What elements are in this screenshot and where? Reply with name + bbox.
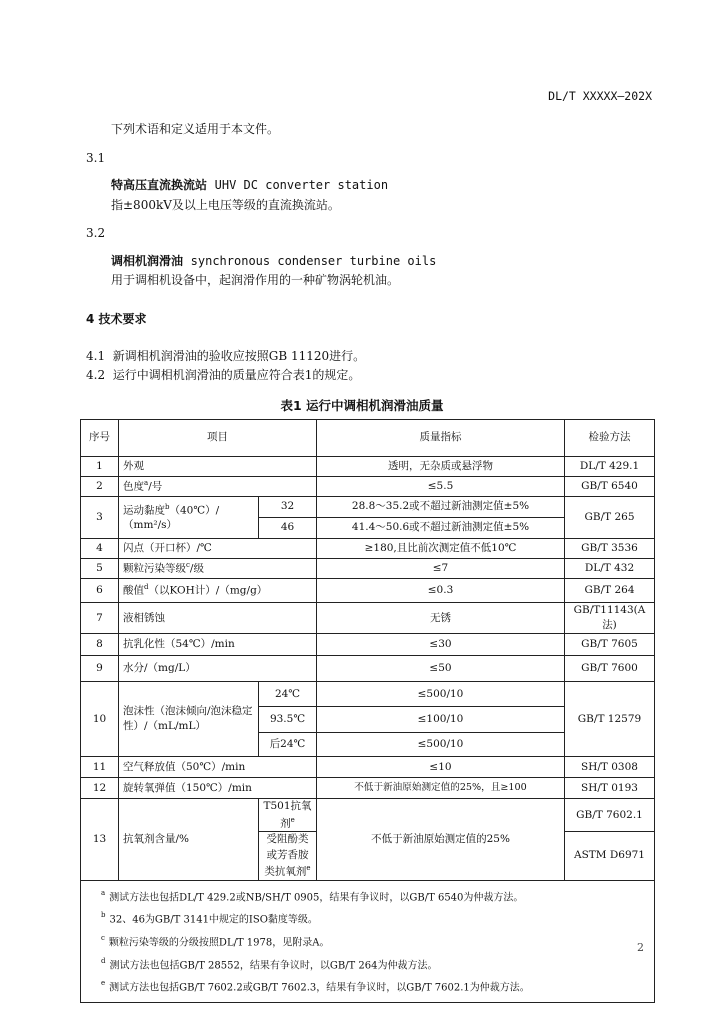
- term-english: UHV DC converter station: [214, 178, 389, 192]
- item-cell: 颗粒污染等级$^c$/级: [119, 559, 317, 579]
- item-cell: 泡沫性（泡沫倾向/泡沫稳定性）/（mL/mL）: [119, 682, 259, 757]
- antioxidant-type: 受阻酚类或芳香胺类抗氧剂$^e$: [259, 832, 317, 880]
- item-cell: 外观: [119, 457, 317, 477]
- table-row: [81, 497, 655, 518]
- spec-cell: 无锈: [317, 603, 565, 634]
- term-title: [111, 252, 436, 269]
- method-cell: DL/T 432: [565, 559, 655, 579]
- method-cell: SH/T 0308: [565, 757, 655, 778]
- header-cell: 项目: [119, 420, 317, 457]
- table-row: [81, 634, 655, 656]
- term-number: 3.1: [86, 151, 106, 165]
- antioxidant-type: T501抗氧剂$^e$: [259, 799, 317, 832]
- header-cell: 序号: [81, 420, 119, 457]
- term-english: synchronous condenser turbine oils: [190, 254, 437, 268]
- term-number: 3.2: [86, 226, 106, 240]
- item-cell: 空气释放值（50℃）/min: [119, 757, 317, 778]
- spec-cell: ≤500/10: [317, 682, 565, 707]
- temperature-cell: 后24℃: [259, 733, 317, 757]
- table-row: [81, 757, 655, 778]
- spec-cell: ≤100/10: [317, 707, 565, 733]
- row-number: 9: [81, 656, 119, 682]
- table-row: [81, 682, 655, 707]
- table-note: $^e$ 测试方法也包括GB/T 7602.2或GB/T 7602.3，结果有争议时，以GB/T 7602.1为仲裁方法。: [101, 979, 530, 994]
- viscosity-grade: 46: [259, 518, 317, 539]
- row-number: 5: [81, 559, 119, 579]
- row-number: 1: [81, 457, 119, 477]
- footnote-marker: a: [144, 479, 149, 488]
- footnote-marker: b: [165, 502, 170, 511]
- spec-cell: ≤500/10: [317, 733, 565, 757]
- method-cell: GB/T 7605: [565, 634, 655, 656]
- footnote-marker: e: [290, 815, 295, 824]
- spec-cell: ≤30: [317, 634, 565, 656]
- row-number: 6: [81, 579, 119, 603]
- item-cell: 酸值$^d$（以KOH计）/（mg/g）: [119, 579, 317, 603]
- term-chinese: 特高压直流换流站: [111, 178, 208, 192]
- spec-cell: 41.4～50.6或不超过新油测定值±5%: [317, 518, 565, 539]
- item-cell: 抗乳化性（54℃）/min: [119, 634, 317, 656]
- term-chinese: 调相机润滑油: [111, 254, 184, 268]
- clause-text: 新调相机润滑油的验收应按照GB 11120进行。: [112, 349, 366, 363]
- method-cell: GB/T 3536: [565, 539, 655, 559]
- table-row: [81, 799, 655, 832]
- spec-cell: ≥180,且比前次测定值不低10℃: [317, 539, 565, 559]
- row-number: 12: [81, 778, 119, 799]
- intro-text: 下列术语和定义适用于本文件。: [111, 122, 280, 136]
- item-cell: 抗氧剂含量/%: [119, 799, 259, 880]
- item-cell: 水分/（mg/L）: [119, 656, 317, 682]
- spec-cell: 透明，无杂质或悬浮物: [317, 457, 565, 477]
- table-row: [81, 579, 655, 603]
- spec-cell: ≤50: [317, 656, 565, 682]
- row-number: 3: [81, 497, 119, 539]
- table-row: [81, 539, 655, 559]
- clause-text: 运行中调相机润滑油的质量应符合表1的规定。: [112, 368, 361, 382]
- viscosity-grade: 32: [259, 497, 317, 518]
- row-number: 10: [81, 682, 119, 757]
- item-cell: 色度$^a$/号: [119, 477, 317, 497]
- footnote-marker: e: [306, 863, 311, 872]
- footnote-marker: c: [186, 561, 190, 570]
- clause: [86, 366, 360, 383]
- table-row: [81, 603, 655, 634]
- item-cell: 运动黏度$^b$（40℃）/ （mm²/s）: [119, 497, 259, 539]
- clause: [86, 347, 365, 364]
- spec-cell: ≤7: [317, 559, 565, 579]
- method-cell: GB/T 264: [565, 579, 655, 603]
- spec-cell: ≤5.5: [317, 477, 565, 497]
- quality-table: [80, 419, 655, 1003]
- clause-number: 4.1: [86, 349, 106, 363]
- method-cell: GB/T11143(A法): [565, 603, 655, 634]
- spec-cell: 不低于新油原始测定值的25%，且≥100: [317, 778, 565, 799]
- method-cell: GB/T 12579: [565, 682, 655, 757]
- table-notes: [81, 880, 655, 1003]
- row-number: 13: [81, 799, 119, 880]
- row-number: 8: [81, 634, 119, 656]
- header-cell: 质量指标: [317, 420, 565, 457]
- table-note: $^b$ 32、46为GB/T 3141中规定的ISO黏度等级。: [101, 911, 318, 926]
- method-cell: GB/T 265: [565, 497, 655, 539]
- table-caption: 表1 运行中调相机润滑油质量: [280, 398, 444, 413]
- item-cell: 旋转氧弹值（150℃）/min: [119, 778, 317, 799]
- row-number: 2: [81, 477, 119, 497]
- clause-number: 4.2: [86, 368, 106, 382]
- method-cell: GB/T 7602.1: [565, 799, 655, 832]
- term-definition: 用于调相机设备中，起润滑作用的一种矿物涡轮机油。: [111, 273, 400, 287]
- table-row: [81, 559, 655, 579]
- header-cell: 检验方法: [565, 420, 655, 457]
- method-cell: GB/T 6540: [565, 477, 655, 497]
- row-number: 11: [81, 757, 119, 778]
- table-row: [81, 656, 655, 682]
- temperature-cell: 24℃: [259, 682, 317, 707]
- term-definition: 指±800kV及以上电压等级的直流换流站。: [111, 198, 340, 212]
- row-number: 7: [81, 603, 119, 634]
- method-cell: GB/T 7600: [565, 656, 655, 682]
- table-note: $^d$ 测试方法也包括GB/T 28552，结果有争议时，以GB/T 264为仲裁方法。: [101, 956, 438, 972]
- table-note: $^c$ 颗粒污染等级的分级按照DL/T 1978，见附录A。: [101, 934, 330, 949]
- spec-cell: ≤10: [317, 757, 565, 778]
- method-cell: ASTM D6971: [565, 832, 655, 880]
- spec-cell: 不低于新油原始测定值的25%: [317, 799, 565, 880]
- item-cell: 液相锈蚀: [119, 603, 317, 634]
- table-row: [81, 477, 655, 497]
- table-row: [81, 457, 655, 477]
- table-header-row: [81, 420, 655, 457]
- term-title: [111, 176, 388, 193]
- footnote-marker: d: [144, 583, 149, 592]
- method-cell: SH/T 0193: [565, 778, 655, 799]
- table-note: $^a$ 测试方法也包括DL/T 429.2或NB/SH/T 0905，结果有争议时，以GB/T 6540为仲裁方法。: [101, 888, 524, 903]
- method-cell: DL/T 429.1: [565, 457, 655, 477]
- document-code-header: DL/T XXXXX—202X: [548, 89, 652, 103]
- row-number: 4: [81, 539, 119, 559]
- item-cell: 闪点（开口杯）/℃: [119, 539, 317, 559]
- spec-cell: ≤0.3: [317, 579, 565, 603]
- table-notes-row: [81, 880, 655, 1003]
- table-row: [81, 778, 655, 799]
- spec-cell: 28.8～35.2或不超过新油测定值±5%: [317, 497, 565, 518]
- temperature-cell: 93.5℃: [259, 707, 317, 733]
- section-heading: 4 技术要求: [86, 312, 147, 326]
- page-number: 2: [637, 941, 644, 954]
